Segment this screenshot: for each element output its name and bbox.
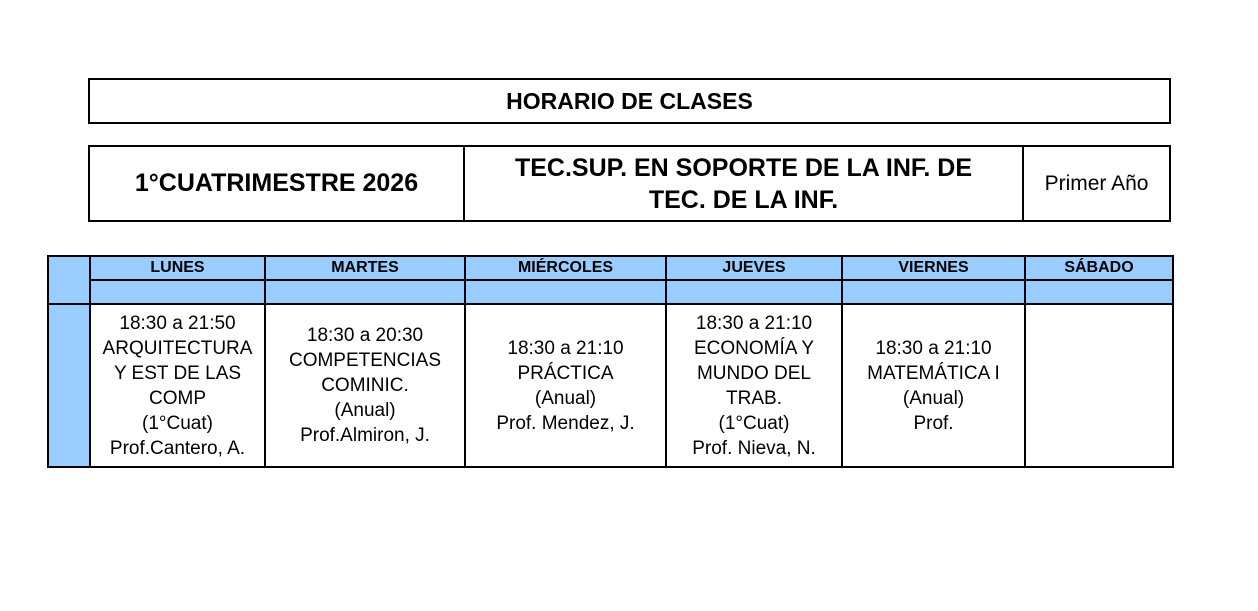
class-subject-line: PRÁCTICA <box>517 362 614 384</box>
schedule-title: HORARIO DE CLASES <box>88 78 1171 124</box>
career-label <box>465 147 1024 220</box>
class-cell-tuesday <box>265 304 465 467</box>
corner-cell <box>48 256 90 304</box>
class-subject-line: COMINIC. <box>321 375 409 396</box>
class-cell-monday <box>90 304 265 467</box>
class-period: (Anual) <box>902 387 965 409</box>
class-subject-line: COMPETENCIAS <box>288 350 442 371</box>
class-period: (1°Cuat) <box>142 412 213 434</box>
info-row <box>88 145 1171 222</box>
year-label: Primer Año <box>1044 171 1149 195</box>
class-subject-line: COMP <box>149 387 206 409</box>
class-time: 18:30 a 21:50 <box>119 312 236 334</box>
class-professor: Prof. Nieva, N. <box>692 437 816 459</box>
class-row <box>48 304 1173 467</box>
day-header-friday: VIERNES <box>842 256 1025 280</box>
term-label: 1°CUATRIMESTRE 2026 <box>90 147 465 220</box>
subheader-cell <box>265 280 465 304</box>
class-subject-line: TRAB. <box>726 387 782 409</box>
schedule-table <box>47 255 1174 468</box>
class-subject-line: MATEMÁTICA I <box>867 362 1000 384</box>
class-cell-thursday <box>666 304 842 467</box>
row-label-cell <box>48 304 90 467</box>
day-header-monday: LUNES <box>90 256 265 280</box>
subheader-cell <box>90 280 265 304</box>
day-header-wednesday: MIÉRCOLES <box>465 256 666 280</box>
class-subject-line: ECONOMÍA Y <box>693 337 814 359</box>
class-professor: Prof. Mendez, J. <box>496 412 635 434</box>
class-time: 18:30 a 21:10 <box>507 337 624 359</box>
class-professor: Prof.Almiron, J. <box>300 425 430 446</box>
class-subject-line: Y EST DE LAS <box>113 362 242 384</box>
day-header-thursday: JUEVES <box>666 256 842 280</box>
class-cell-friday <box>842 304 1025 467</box>
class-time: 18:30 a 21:10 <box>695 312 813 334</box>
class-period: (1°Cuat) <box>718 412 790 434</box>
day-header-row <box>48 256 1173 280</box>
class-subject-line: ARQUITECTURA <box>102 337 253 359</box>
subheader-cell <box>666 280 842 304</box>
day-subheader-row <box>48 280 1173 304</box>
class-period: (Anual) <box>334 400 396 421</box>
subheader-cell <box>842 280 1025 304</box>
class-professor: Prof. <box>913 412 954 434</box>
day-header-saturday: SÁBADO <box>1025 256 1173 280</box>
class-period: (Anual) <box>534 387 597 409</box>
career-line-2: TEC. DE LA INF. <box>648 185 839 214</box>
class-subject-line: MUNDO DEL <box>696 362 811 384</box>
subheader-cell <box>1025 280 1173 304</box>
class-cell-wednesday <box>465 304 666 467</box>
day-header-tuesday: MARTES <box>265 256 465 280</box>
subheader-cell <box>465 280 666 304</box>
class-time: 18:30 a 20:30 <box>306 325 424 346</box>
class-time: 18:30 a 21:10 <box>875 337 992 359</box>
career-line-1: TEC.SUP. EN SOPORTE DE LA INF. DE <box>514 153 973 182</box>
class-cell-saturday <box>1025 304 1173 467</box>
class-professor: Prof.Cantero, A. <box>109 437 246 459</box>
